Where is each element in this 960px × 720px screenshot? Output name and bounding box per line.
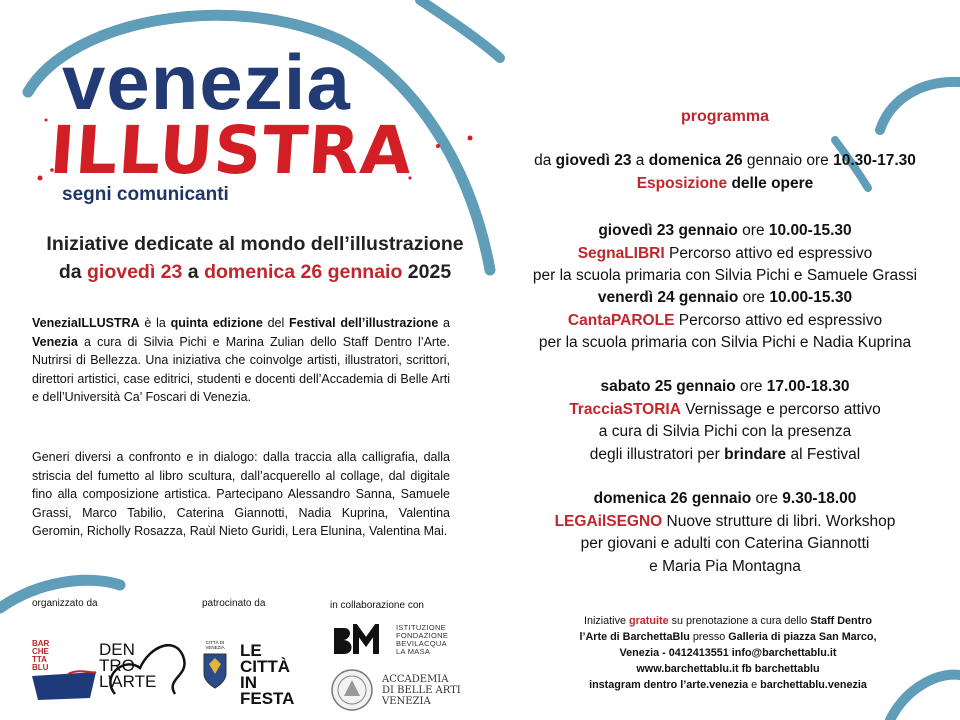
headline xyxy=(20,230,490,286)
event-title-line: SegnaLIBRI Percorso attivo ed espressivo xyxy=(577,244,873,262)
dentro-wordmark: DEN TRO L’ARTE xyxy=(99,640,157,691)
headline-end-day: domenica 26 gennaio xyxy=(204,261,403,283)
event-date-line: domenica 26 gennaio ore 9.30-18.00 xyxy=(593,490,857,507)
event-detail-line: per giovani e adulti con Caterina Giannotti xyxy=(580,535,870,552)
accademia-seal-icon xyxy=(330,668,374,712)
info-line-5: instagram dentro l’arte.venezia e barchettablu.venezia xyxy=(589,679,867,691)
event-detail-line: degli illustratori per brindare al Festival xyxy=(589,445,861,463)
headline-da: da xyxy=(58,261,87,283)
barchettablu-logo xyxy=(30,640,100,702)
barchettablu-wordmark: BAR CHE TTA BLU xyxy=(32,639,50,672)
le-citta-in-festa-logo: LE CITTÀ IN FESTA xyxy=(240,641,295,708)
intro-paragraph-2: Generi diversi a confronto e in dialogo: dalla traccia alla calligrafia, dalla striscia del fumetto al libro scultura, dall’acquerello al collage, dal digitale fino alla composizione artistica. Partecipano Alessandro Sanna, Samuele Grassi, Marco Tabilio, Caterina Giannotti, Nadia Kuprina, Valentina Geromin, Richolly Rosazza, Raùl Nieto Guridi, Lera Elunina, Valentina Mai. xyxy=(32,450,450,538)
citta-di-venezia-logo xyxy=(200,640,230,700)
headline-line2 xyxy=(20,258,490,286)
event-detail-line: per la scuola primaria con Silvia Pichi e Samuele Grassi xyxy=(532,267,918,284)
program-event xyxy=(500,488,950,578)
event-date-line: giovedì 23 gennaio ore 10.00-15.30 xyxy=(598,222,852,239)
program-exhibition xyxy=(500,150,950,195)
logo-illustra: ILLUSTRA xyxy=(47,112,416,189)
info-line-2: l’Arte di BarchettaBlu presso Galleria di piazza San Marco, xyxy=(579,631,877,643)
event-title-line: TracciaSTORIA Vernissage e percorso attivo xyxy=(569,400,881,418)
event-detail-line: a cura di Silvia Pichi con la presenza xyxy=(598,423,852,440)
info-line-1: Iniziative gratuite su prenotazione a cura dello Staff Dentro xyxy=(583,615,873,627)
intro-text-segment: è la xyxy=(139,316,171,330)
info-line-3: Venezia - 0412413551 info@barchettablu.it xyxy=(619,647,837,659)
intro-paragraph-1 xyxy=(32,314,450,407)
contact-info xyxy=(548,613,908,693)
bevilacqua-monogram-icon xyxy=(330,624,388,656)
bevilacqua-la-masa-logo xyxy=(330,624,448,656)
citta-label: CITTÀ DI VENEZIA xyxy=(205,640,225,650)
intro-text-segment: VeneziaILLUSTRA xyxy=(32,316,140,330)
accademia-wordmark: ACCADEMIA DI BELLE ARTI VENEZIA xyxy=(382,673,461,707)
collab-label: in collaborazione con xyxy=(330,600,424,611)
event-date-line: venerdì 24 gennaio ore 10.00-15.30 xyxy=(597,289,853,306)
bevilacqua-wordmark: ISTITUZIONE FONDAZIONE BEVILACQUA LA MASA xyxy=(396,623,449,656)
intro-text-segment: Festival dell’illustrazione xyxy=(289,316,439,330)
intro-text-segment: quinta edizione xyxy=(170,316,263,330)
top-swoosh-right xyxy=(420,0,500,58)
info-line-4: www.barchettablu.it fb barchettablu xyxy=(636,663,820,675)
accademia-belle-arti-logo xyxy=(330,668,461,712)
organized-label: organizzato da xyxy=(32,598,98,609)
program-event xyxy=(500,287,950,355)
patron-label: patrocinato da xyxy=(202,598,266,609)
event-title-line: CantaPAROLE Percorso attivo ed espressivo xyxy=(567,311,883,329)
logo-venezia: venezia xyxy=(62,38,351,126)
event-date-line: sabato 25 gennaio ore 17.00-18.30 xyxy=(600,378,850,395)
venezia-crest-icon xyxy=(200,650,230,690)
program-event xyxy=(500,376,950,466)
event-detail-line: e Maria Pia Montagna xyxy=(649,557,801,575)
exhibition-dates: da giovedì 23 a domenica 26 gennaio ore 10.30-17.30 xyxy=(534,152,916,169)
headline-year: 2025 xyxy=(402,261,452,283)
intro-text-segment: Venezia xyxy=(32,334,78,349)
headline-start-day: giovedì 23 xyxy=(87,261,183,283)
event-detail-line: per la scuola primaria con Silvia Pichi e Nadia Kuprina xyxy=(538,334,912,351)
intro-text-segment: a xyxy=(438,316,450,330)
dentro-larte-logo xyxy=(95,636,195,702)
headline-line1: Iniziative dedicate al mondo dell’illustrazione xyxy=(46,233,464,255)
intro-text-segment: a cura di Silvia Pichi e Marina Zulian dello Staff Dentro l’Arte. Nutrirsi di Bellezza. Una iniziativa che coinvolge artisti, illustratori, scrittori, direttori artistici, case editrici, studenti e docenti dell’Accademia di Belle Arti e dell’Università Ca’ Foscari di Venezia. xyxy=(32,334,450,404)
event-title-line: LEGAilSEGNO Nuove strutture di libri. Workshop xyxy=(554,512,896,530)
headline-a: a xyxy=(182,261,205,283)
tagline: segni comunicanti xyxy=(62,184,229,205)
program-event xyxy=(500,220,950,288)
intro-text-segment: del xyxy=(262,316,290,330)
boat-icon xyxy=(30,670,100,702)
exhibition-name: Esposizione delle opere xyxy=(636,174,814,192)
program-title: programma xyxy=(680,108,770,125)
